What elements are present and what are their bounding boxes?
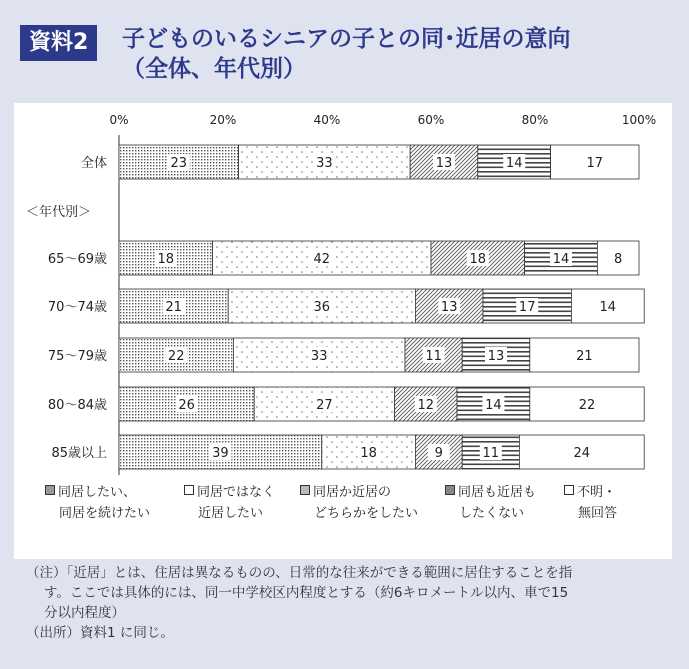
data-label: 18 [469,252,487,267]
data-label: 14 [485,398,502,413]
data-label: 14 [505,156,523,171]
x-tick-label: 100% [621,113,657,127]
data-label: 17 [518,300,536,315]
legend [14,482,664,542]
legend-item-live-together: 同居したい、 同居を続けたい [45,482,150,524]
data-label: 9 [434,446,443,461]
data-label: 14 [552,252,570,267]
data-label: 22 [167,349,185,364]
legend-item-live-nearby: 同居ではなく 近居したい [184,482,275,524]
category-label: 80～84歳 [47,398,107,413]
legend-item-neither: 同居も近居も したくない [445,482,536,524]
data-label: 13 [487,349,505,364]
x-tick-label: 40% [313,113,341,127]
data-label: 13 [435,156,453,171]
data-label: 36 [313,300,331,315]
data-label: 33 [310,349,328,364]
data-label: 21 [576,349,593,364]
category-label: 70～74歳 [47,300,107,315]
data-label: 13 [440,300,458,315]
data-label: 18 [360,446,377,461]
x-tick-label: 80% [521,113,549,127]
category-label: 85歳以上 [51,446,107,461]
legend-swatch-diagonal [300,485,310,495]
legend-swatch-dense-dots [45,485,55,495]
data-label: 27 [316,398,333,413]
notes [26,563,676,643]
note-line-2: す。ここでは具体的には、同一中学校区内程度とする（約6キロメートル以内、車で15 [44,585,569,601]
legend-item-either: 同居か近居の どちらかをしたい [300,482,418,524]
chart-title-line1: 子どものいるシニアの子との同･近居の意向 [122,26,571,52]
legend-swatch-horizontal [445,485,455,495]
category-label: 75～79歳 [47,349,107,364]
category-labels [26,155,107,461]
figure-badge: 資料2 [20,25,97,61]
source-line: （出所）資料1 に同じ。 [26,625,174,641]
data-label: 42 [313,252,331,267]
data-label: 11 [482,446,500,461]
x-tick-label: 20% [209,113,237,127]
data-label: 39 [212,446,229,461]
category-label: 65～69歳 [47,252,107,267]
data-label: 17 [586,156,604,171]
data-label: 14 [599,300,617,315]
chart-title-line2: （全体、年代別） [122,56,306,82]
category-label: ＜年代別＞ [26,205,92,220]
note-line-1: （注）「近居」とは、住居は異なるものの、日常的な往来ができる範囲に居住することを指 [26,565,573,581]
x-tick-label: 0% [109,113,129,127]
data-label: 26 [178,398,195,413]
legend-swatch-sparse-dots [184,485,194,495]
data-label: 11 [425,349,442,364]
x-tick-label: 60% [417,113,445,127]
data-label: 12 [417,398,435,413]
bars [119,145,644,469]
data-label: 33 [316,156,333,171]
data-label: 22 [578,398,596,413]
data-label: 8 [614,252,623,267]
category-label: 全体 [80,156,107,171]
data-label: 21 [165,300,182,315]
note-line-3: 分以内程度） [44,605,125,621]
legend-item-unknown: 不明・ 無回答 [564,482,617,524]
data-label: 24 [573,446,591,461]
legend-swatch-blank [564,485,574,495]
data-label: 18 [157,252,175,267]
data-label: 23 [170,156,188,171]
